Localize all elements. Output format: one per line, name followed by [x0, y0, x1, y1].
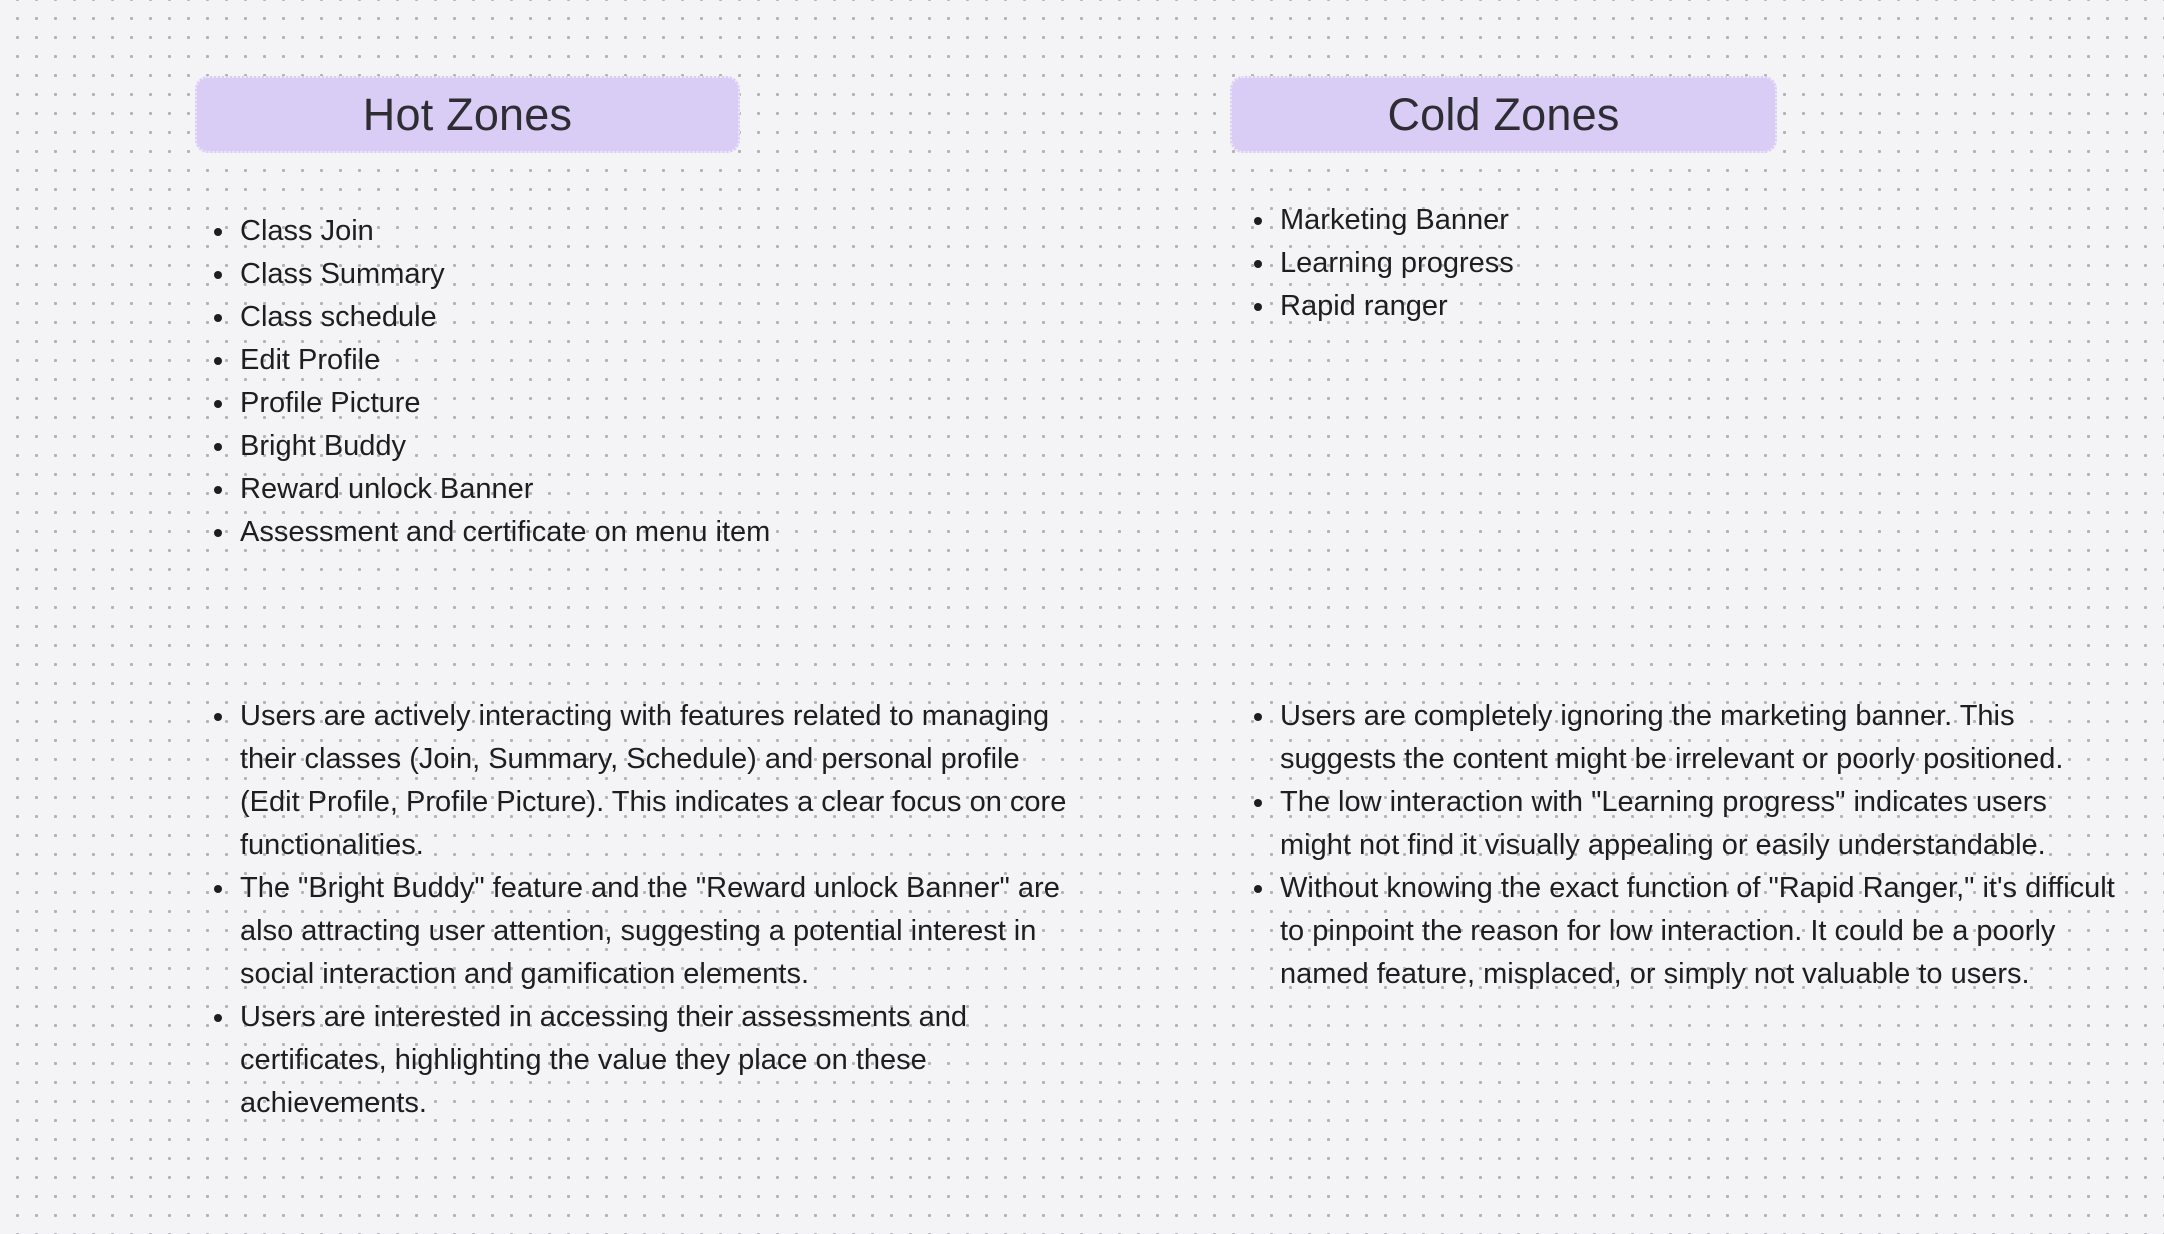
cold-zones-header[interactable]: [1230, 76, 1777, 153]
cold-zone-insight: • Users are completely ignoring the marketing banner. This suggests the content might be irrelevant or poorly positioned.: [1277, 695, 2117, 781]
cold-zone-insight: • The low interaction with "Learning progress" indicates users might not find it visually appealing or easily understandable.: [1277, 781, 2117, 867]
cold-zones-item-list[interactable]: [1245, 199, 1977, 328]
hot-zones-insights-list[interactable]: [205, 695, 1077, 1125]
hot-zone-item: • Class Join: [237, 210, 937, 253]
hot-zone-insight: • Users are actively interacting with features related to managing their classes (Join, Summary, Schedule) and personal profile (Edit Profile, Profile Picture). This indicates a clear focus on core functionalities.: [237, 695, 1077, 867]
hot-zone-item: • Reward unlock Banner: [237, 468, 937, 511]
hot-zone-item: • Edit Profile: [237, 339, 937, 382]
hot-zones-item-list[interactable]: [205, 210, 937, 554]
hot-zone-item: • Bright Buddy: [237, 425, 937, 468]
cold-zones-title: Cold Zones: [1387, 88, 1620, 140]
hot-zones-header[interactable]: [195, 76, 740, 153]
cold-zone-insight: • Without knowing the exact function of "Rapid Ranger," it's difficult to pinpoint the reason for low interaction. It could be a poorly named feature, misplaced, or simply not valuable to users.: [1277, 867, 2117, 996]
cold-zone-item: • Marketing Banner: [1277, 199, 1977, 242]
hot-zone-item: • Class Summary: [237, 253, 937, 296]
hot-zone-item: • Profile Picture: [237, 382, 937, 425]
cold-zones-insights-list[interactable]: [1245, 695, 2117, 996]
hot-zone-item: • Class schedule: [237, 296, 937, 339]
cold-zone-item: • Learning progress: [1277, 242, 1977, 285]
hot-zone-insight: • Users are interested in accessing their assessments and certificates, highlighting the value they place on these achievements.: [237, 996, 1077, 1125]
hot-zones-title: Hot Zones: [362, 88, 573, 140]
cold-zone-item: • Rapid ranger: [1277, 285, 1977, 328]
hot-zone-item: • Assessment and certificate on menu item: [237, 511, 937, 554]
hot-zone-insight: • The "Bright Buddy" feature and the "Reward unlock Banner" are also attracting user attention, suggesting a potential interest in social interaction and gamification elements.: [237, 867, 1077, 996]
